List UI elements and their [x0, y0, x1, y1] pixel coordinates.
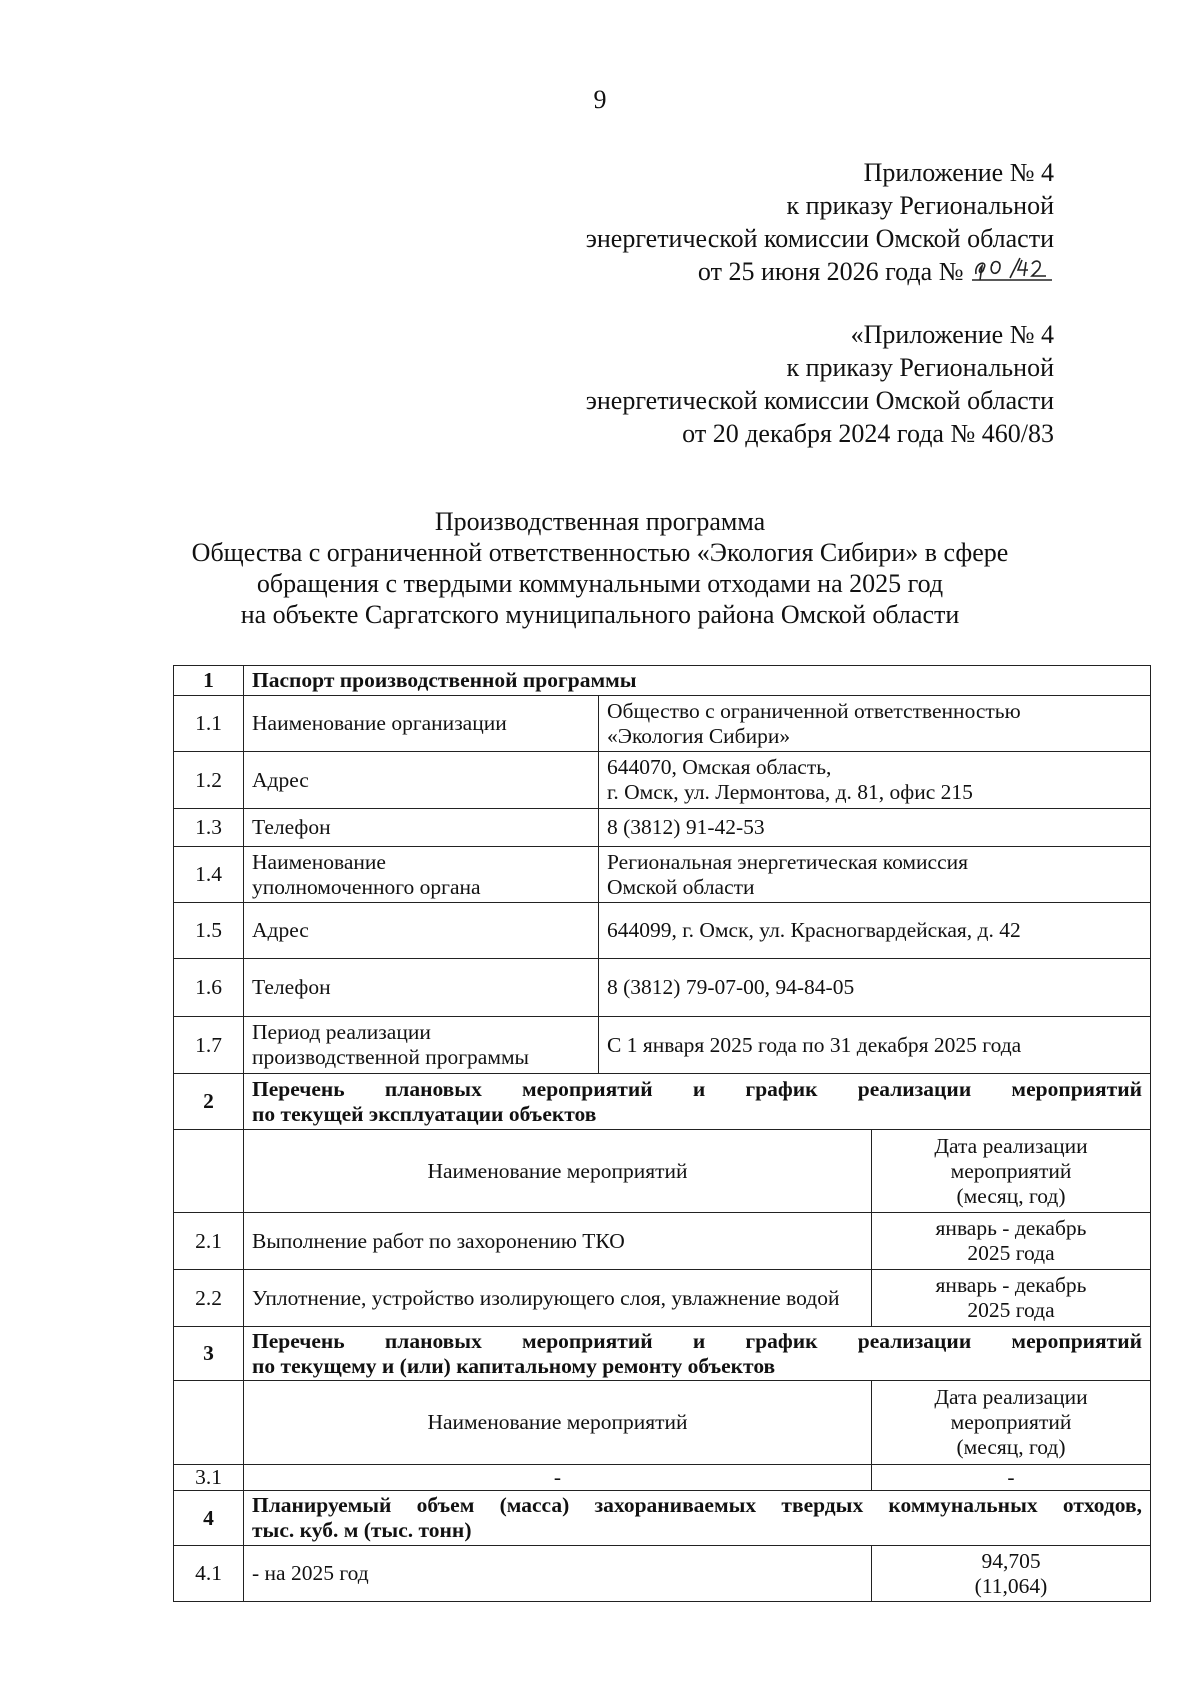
appendix-line: к приказу Региональной: [786, 353, 1054, 382]
section-number: 1: [174, 666, 244, 696]
table-header-row: [174, 1130, 1151, 1213]
appendix-line: энергетической комиссии Омской области: [585, 224, 1054, 253]
table-row: [174, 696, 1151, 752]
row-number: 1.1: [174, 696, 244, 752]
appendix-line: «Приложение № 4: [850, 320, 1054, 349]
table-row: [174, 903, 1151, 959]
empty-cell: [174, 1381, 244, 1465]
appendix-header-current: [586, 156, 1054, 288]
volume-label: - на 2025 год: [244, 1546, 872, 1602]
appendix-line: к приказу Региональной: [786, 191, 1054, 220]
row-value: 8 (3812) 91-42-53: [599, 809, 1151, 847]
row-number: 2.1: [174, 1213, 244, 1270]
section-row: [174, 666, 1151, 696]
table-row: [174, 847, 1151, 903]
column-header-name: Наименование мероприятий: [244, 1130, 872, 1213]
table-row: [174, 1465, 1151, 1491]
table-row: [174, 752, 1151, 809]
activity-date: -: [872, 1465, 1151, 1491]
title-line: на объекте Саргатского муниципального района Омской области: [240, 600, 960, 629]
appendix-line: [586, 255, 1054, 288]
row-label: Наименование уполномоченного органа: [244, 847, 599, 903]
table-row: [174, 959, 1151, 1017]
table-row: [174, 1017, 1151, 1074]
section-row: [174, 1327, 1151, 1381]
section-number: 3: [174, 1327, 244, 1381]
row-label: Наименование организации: [244, 696, 599, 752]
activity-name: Уплотнение, устройство изолирующего слоя, увлажнение водой: [244, 1270, 872, 1327]
section-title: Паспорт производственной программы: [244, 666, 1151, 696]
row-number: 1.5: [174, 903, 244, 959]
section-title: Перечень плановых мероприятий и график реализации мероприятий по текущей эксплуатации объектов: [244, 1074, 1151, 1130]
title-line: Производственная программа: [434, 507, 766, 536]
title-line: обращения с твердыми коммунальными отходами на 2025 год: [256, 569, 944, 598]
title-line: Общества с ограниченной ответственностью «Экология Сибири» в сфере: [191, 538, 1009, 567]
row-number: 2.2: [174, 1270, 244, 1327]
row-label: Период реализации производственной программы: [244, 1017, 599, 1074]
appendix-header-previous: [586, 318, 1054, 450]
row-value: 8 (3812) 79-07-00, 94-84-05: [599, 959, 1151, 1017]
document-title: [0, 506, 1200, 630]
row-number: 1.6: [174, 959, 244, 1017]
appendix-line: энергетической комиссии Омской области: [585, 386, 1054, 415]
appendix-line: от 20 декабря 2024 года № 460/83: [682, 419, 1054, 448]
activity-name: Выполнение работ по захоронению ТКО: [244, 1213, 872, 1270]
column-header-date: Дата реализации мероприятий (месяц, год): [872, 1130, 1151, 1213]
row-value: Общество с ограниченной ответственностью «Экология Сибири»: [599, 696, 1151, 752]
column-header-name: Наименование мероприятий: [244, 1381, 872, 1465]
section-number: 2: [174, 1074, 244, 1130]
row-label: Телефон: [244, 809, 599, 847]
row-value: 644099, г. Омск, ул. Красногвардейская, д. 42: [599, 903, 1151, 959]
empty-cell: [174, 1130, 244, 1213]
section-row: [174, 1074, 1151, 1130]
section-row: [174, 1491, 1151, 1546]
row-value: Региональная энергетическая комиссия Омской области: [599, 847, 1151, 903]
production-program-table: [173, 665, 1151, 1602]
row-value: С 1 января 2025 года по 31 декабря 2025 года: [599, 1017, 1151, 1074]
row-label: Адрес: [244, 903, 599, 959]
row-label: Телефон: [244, 959, 599, 1017]
table-row: [174, 1270, 1151, 1327]
column-header-date: Дата реализации мероприятий (месяц, год): [872, 1381, 1151, 1465]
row-number: 1.2: [174, 752, 244, 809]
row-label: Адрес: [244, 752, 599, 809]
row-number: 4.1: [174, 1546, 244, 1602]
page-number: 9: [593, 85, 607, 114]
row-value: 644070, Омская область, г. Омск, ул. Лермонтова, д. 81, офис 215: [599, 752, 1151, 809]
section-number: 4: [174, 1491, 244, 1546]
row-number: 1.3: [174, 809, 244, 847]
appendix-line: Приложение № 4: [863, 158, 1054, 187]
handwritten-order-number: [970, 258, 1054, 280]
table-row: [174, 1213, 1151, 1270]
section-title: Перечень плановых мероприятий и график реализации мероприятий по текущему и (или) капитальному ремонту объектов: [244, 1327, 1151, 1381]
activity-name: -: [244, 1465, 872, 1491]
table-header-row: [174, 1381, 1151, 1465]
activity-date: январь - декабрь 2025 года: [872, 1270, 1151, 1327]
order-date-text: от 25 июня 2026 года №: [697, 257, 964, 286]
row-number: 3.1: [174, 1465, 244, 1491]
row-number: 1.4: [174, 847, 244, 903]
row-number: 1.7: [174, 1017, 244, 1074]
activity-date: январь - декабрь 2025 года: [872, 1213, 1151, 1270]
section-title: Планируемый объем (масса) захораниваемых твердых коммунальных отходов, тыс. куб. м (тыс. тонн): [244, 1491, 1151, 1546]
table-row: [174, 1546, 1151, 1602]
table-row: [174, 809, 1151, 847]
volume-value: 94,705 (11,064): [872, 1546, 1151, 1602]
